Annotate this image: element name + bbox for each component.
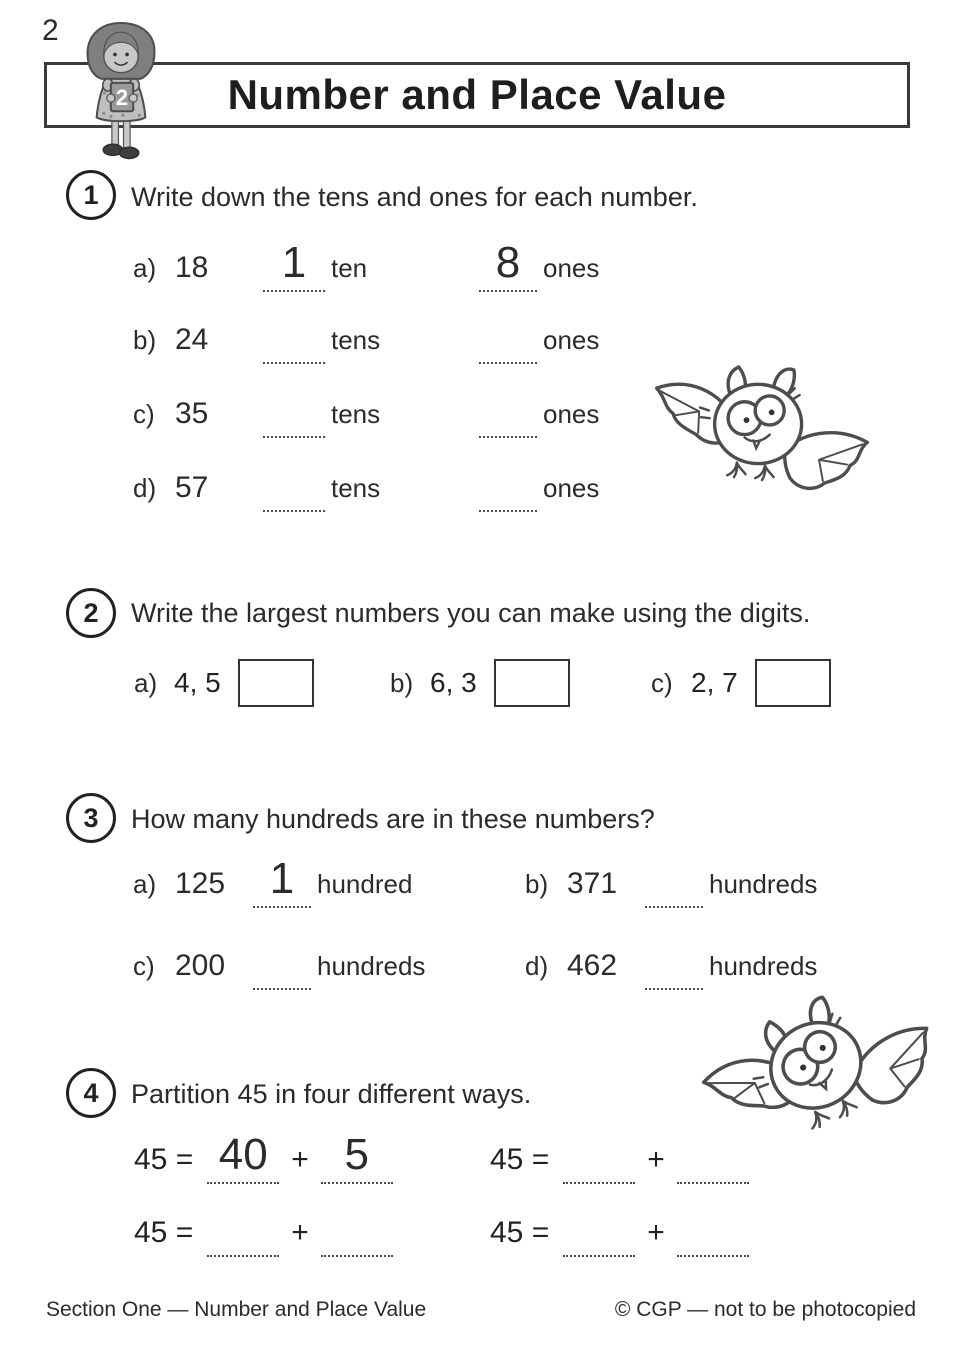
q4-3-blank-1[interactable] [207,1205,279,1257]
q4-3-plus: + [291,1216,309,1249]
q4-4-lhs: 45 = [490,1216,550,1249]
q2-c-answer-box[interactable] [755,659,831,707]
q1-b-ones-unit: ones [543,325,600,355]
q4-cell-4 [490,1205,749,1257]
q2-item-a [134,658,314,708]
q1-a-number: 18 [175,251,209,284]
q1-a-tens-unit: ten [331,253,368,283]
q3-d-blank[interactable] [645,938,703,990]
q3-c-number: 200 [175,949,226,982]
q1-a-label: a) [133,253,157,283]
q3-c-blank[interactable] [253,938,311,990]
q1-c-ones-blank[interactable] [479,386,537,438]
q3-d-label: d) [525,951,549,981]
q4-prompt: Partition 45 in four different ways. [131,1079,532,1109]
q3-item-a [133,856,412,908]
q1-c-tens-unit: tens [331,399,381,429]
q4-cell-3 [134,1205,393,1257]
q3-d-unit: hundreds [709,951,818,981]
q1-b-label: b) [133,325,157,355]
q1-a-ones-blank[interactable]: 8 ​ [479,240,537,292]
q4-1-blank-2[interactable]: 5 ​ [321,1132,393,1184]
q1-a-tens-blank[interactable]: 1 ​ [263,240,325,292]
q4-4-blank-2[interactable] [677,1205,749,1257]
girl-illustration [70,20,172,162]
q4-2-plus: + [647,1143,665,1176]
q4-number-badge: 4 [66,1068,116,1118]
q2-a-digits: 4, 5 [174,667,221,698]
q3-number-badge: 3 [66,793,116,843]
q4-3-blank-2[interactable] [321,1205,393,1257]
q1-d-ones-unit: ones [543,473,600,503]
q4-2-blank-1[interactable] [563,1132,635,1184]
q3-prompt: How many hundreds are in these numbers? [131,804,655,834]
q1-c-ones-unit: ones [543,399,600,429]
q4-cell-2 [490,1132,749,1184]
q4-2-blank-2[interactable] [677,1132,749,1184]
footer-section-title: Section One — Number and Place Value [46,1298,427,1321]
q3-a-unit: hundred [317,869,413,899]
q3-item-c [133,938,425,990]
q1-c-label: c) [133,399,155,429]
q3-item-d [525,938,817,990]
q4-2-lhs: 45 = [490,1143,550,1176]
q1-row-c [133,386,599,438]
q4-3-lhs: 45 = [134,1216,194,1249]
q1-row-a [133,240,599,292]
q3-c-unit: hundreds [317,951,426,981]
q1-d-label: d) [133,473,157,503]
q2-a-label: a) [134,667,158,698]
q2-item-b [390,658,570,708]
q2-b-label: b) [390,667,414,698]
q3-a-number: 125 [175,867,226,900]
q3-b-label: b) [525,869,549,899]
q1-d-tens-blank[interactable] [263,460,325,512]
q4-4-plus: + [647,1216,665,1249]
q1-b-tens-blank[interactable] [263,312,325,364]
svg-text:2: 2 [115,85,129,111]
q1-d-number: 57 [175,471,209,504]
q3-d-number: 462 [567,949,618,982]
q3-a-blank[interactable]: 1 ​ [253,856,311,908]
q3-a-label: a) [133,869,157,899]
q1-row-b [133,312,599,364]
page-title: Number and Place Value [227,71,727,118]
q2-a-answer-box[interactable] [238,659,314,707]
q4-1-plus: + [291,1143,309,1176]
q4-4-blank-1[interactable] [563,1205,635,1257]
q3-c-label: c) [133,951,155,981]
q4-1-blank-1[interactable]: 40 ​ [207,1132,279,1184]
q1-c-tens-blank[interactable] [263,386,325,438]
q2-item-c [651,658,831,708]
q1-row-d [133,460,599,512]
q2-c-label: c) [651,667,673,698]
q4-cell-1 [134,1132,393,1184]
footer-copyright: © CGP — not to be photocopied [614,1298,916,1321]
q3-b-number: 371 [567,867,618,900]
q3-item-b [525,856,817,908]
q1-d-ones-blank[interactable] [479,460,537,512]
q1-b-number: 24 [175,323,209,356]
q2-prompt: Write the largest numbers you can make using the digits. [131,598,811,628]
q1-b-tens-unit: tens [331,325,381,355]
q1-prompt: Write down the tens and ones for each number. [131,182,698,212]
q1-b-ones-blank[interactable] [479,312,537,364]
q1-a-ones-unit: ones [543,253,600,283]
q2-c-digits: 2, 7 [691,667,738,698]
title-banner [44,62,910,128]
q1-number-badge: 1 [66,170,116,220]
q2-b-answer-box[interactable] [494,659,570,707]
q1-c-number: 35 [175,397,209,430]
q4-1-lhs: 45 = [134,1143,194,1176]
page-number: 2 [42,14,59,47]
q3-b-unit: hundreds [709,869,818,899]
bat-illustration [645,362,877,514]
q2-b-digits: 6, 3 [430,667,477,698]
q1-d-tens-unit: tens [331,473,381,503]
q3-b-blank[interactable] [645,856,703,908]
q2-number-badge: 2 [66,588,116,638]
